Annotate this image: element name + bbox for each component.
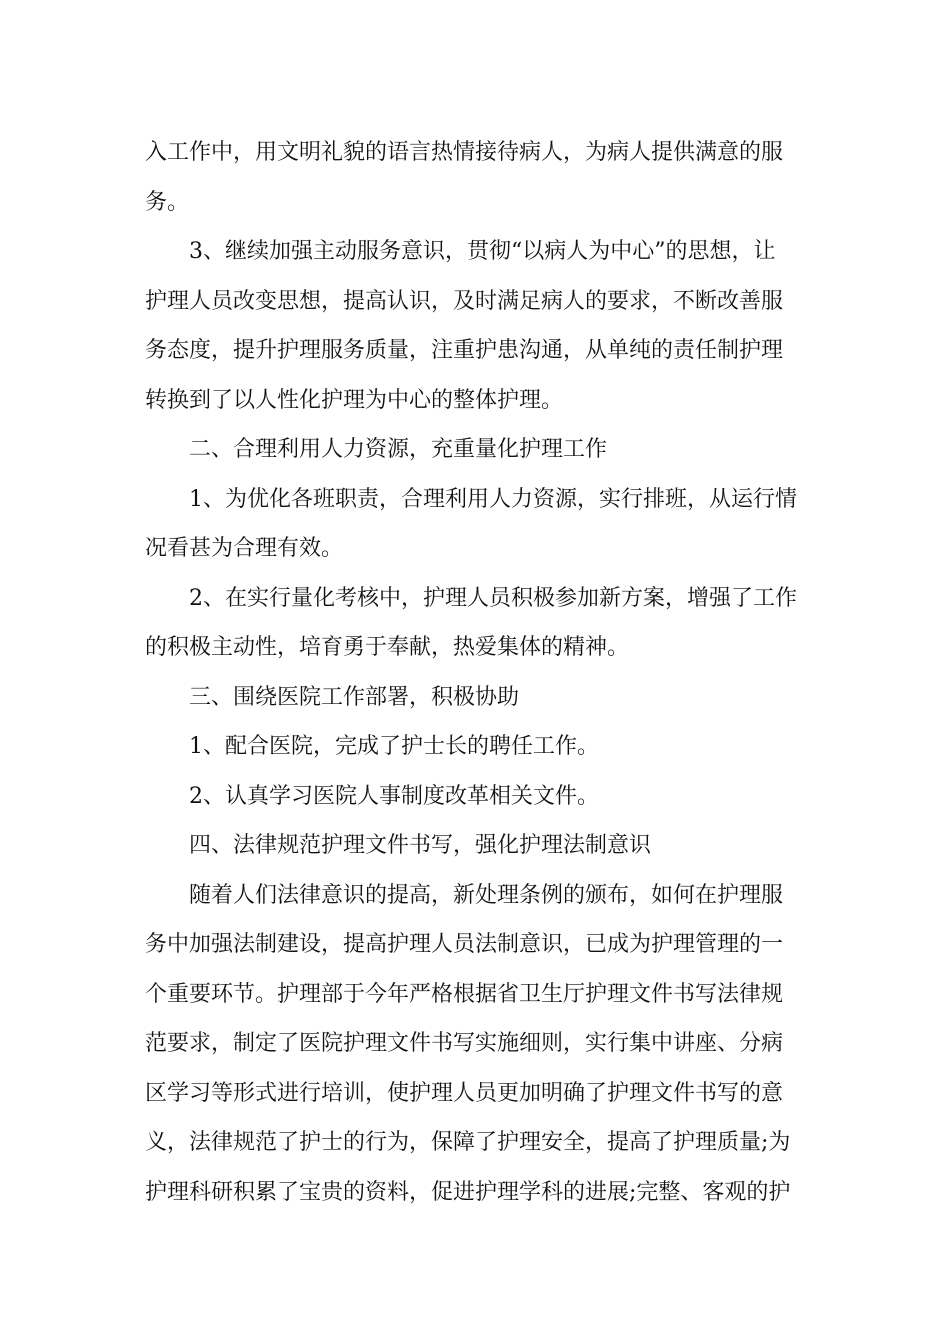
text-line: 务态度，提升护理服务质量，注重护患沟通，从单纯的责任制护理: [145, 338, 784, 363]
section-heading: 四、法律规范护理文件书写，强化护理法制意识: [189, 833, 652, 858]
text-line: 1、为优化各班职责，合理利用人力资源，实行排班，从运行情: [189, 486, 797, 512]
document-body: [145, 128, 810, 1217]
text-line: 护理人员改变思想，提高认识，及时满足病人的要求，不断改善服: [145, 288, 784, 314]
section-heading: 二、合理利用人力资源，充重量化护理工作: [189, 437, 608, 462]
text-line: 随着人们法律意识的提高，新处理条例的颁布，如何在护理服: [189, 882, 784, 908]
text-line: 护理科研积累了宝贵的资料，促进护理学科的进展;完整、客观的护: [145, 1179, 791, 1205]
text-line: 务。: [145, 189, 190, 215]
text-line: 3、继续加强主动服务意识，贯彻“以病人为中心”的思想，让: [189, 239, 776, 264]
text-line: 况看甚为合理有效。: [145, 536, 344, 561]
text-line: 转换到了以人性化护理为中心的整体护理。: [145, 387, 564, 413]
text-line: 务中加强法制建设，提高护理人员法制意识，已成为护理管理的一: [145, 932, 784, 957]
text-line: 2、在实行量化考核中，护理人员积极参加新方案，增强了工作: [189, 585, 797, 611]
text-line: 个重要环节。护理部于今年严格根据省卫生厅护理文件书写法律规: [145, 981, 784, 1007]
text-line: 1、配合医院，完成了护士长的聘任工作。: [189, 734, 599, 759]
text-line: 区学习等形式进行培训，使护理人员更加明确了护理文件书写的意: [145, 1080, 784, 1106]
text-line: 2、认真学习医院人事制度改革相关文件。: [189, 783, 599, 809]
text-line: 范要求，制定了医院护理文件书写实施细则，实行集中讲座、分病: [145, 1031, 784, 1056]
text-line: 入工作中，用文明礼貌的语言热情接待病人，为病人提供满意的服: [145, 140, 784, 165]
text-line: 义，法律规范了护士的行为，保障了护理安全，提高了护理质量;为: [145, 1130, 791, 1155]
text-line: 的积极主动性，培育勇于奉献，热爱集体的精神。: [145, 635, 630, 660]
section-heading: 三、围绕医院工作部署，积极协助: [189, 684, 520, 710]
